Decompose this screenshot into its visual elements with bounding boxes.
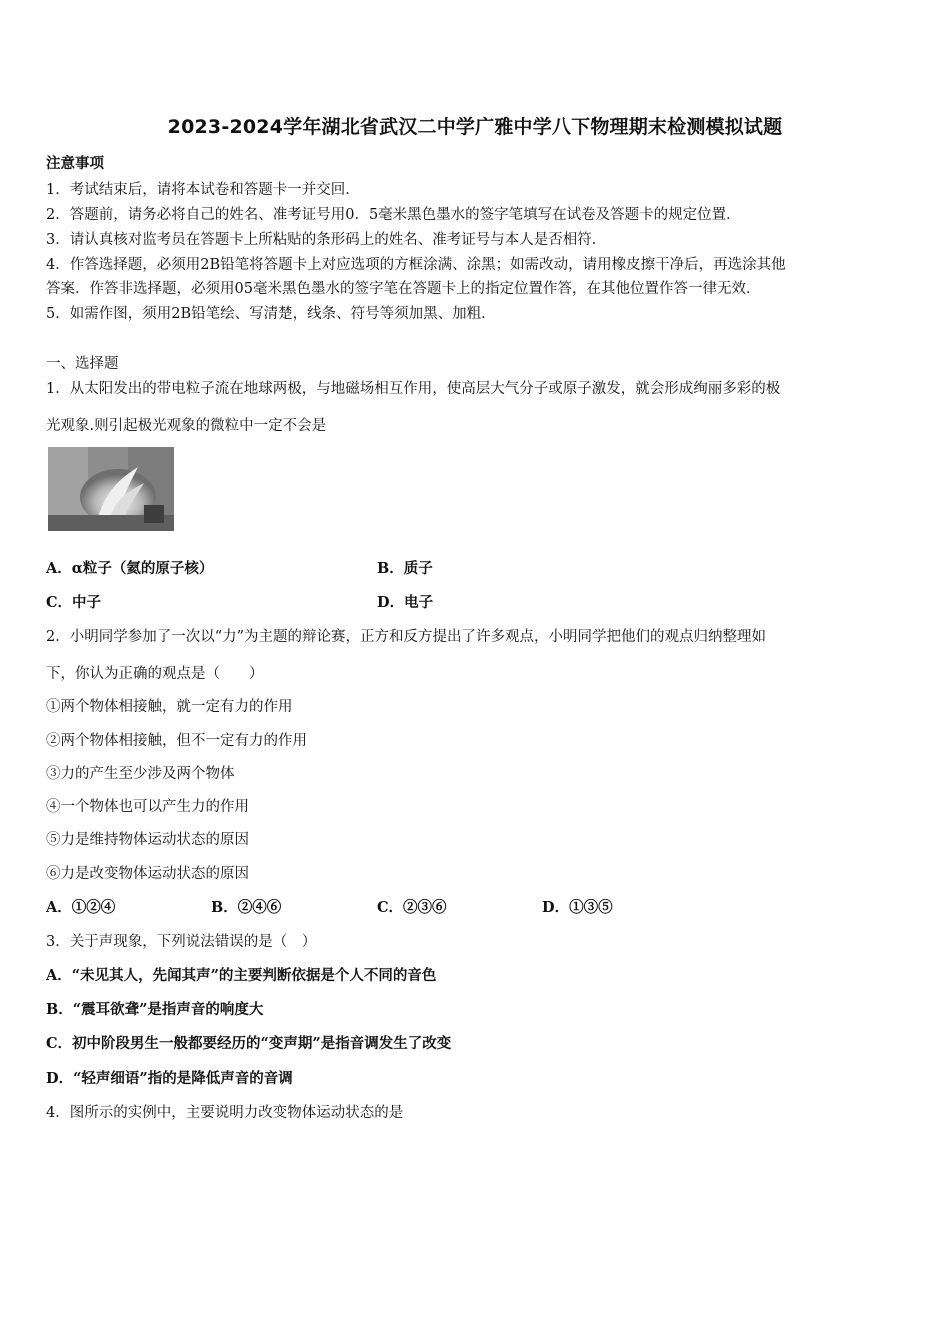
q3-option-a: A．“未见其人，先闻其声”的主要判断依据是个人不同的音色 (46, 967, 437, 984)
question-1-text-cont: 光观象.则引起极光观象的微粒中一定不会是 (46, 418, 327, 434)
aurora-photo (48, 447, 174, 531)
q1-option-d: D．电子 (377, 594, 434, 611)
q1-option-b: B．质子 (377, 560, 433, 577)
notice-item: 4．作答选择题，必须用2B铅笔将答题卡上对应选项的方框涂满、涂黑；如需改动，请用橡皮擦干净后，再选涂其他 (46, 257, 786, 273)
q2-statement: ⑥力是改变物体运动状态的原因 (46, 866, 249, 882)
question-2-text-cont: 下，你认为正确的观点是（ ） (46, 666, 264, 682)
q2-statement: ③力的产生至少涉及两个物体 (46, 766, 235, 782)
notice-item: 1．考试结束后，请将本试卷和答题卡一并交回． (46, 182, 360, 198)
notice-item: 3．请认真核对监考员在答题卡上所粘贴的条形码上的姓名、准考证号与本人是否相符． (46, 232, 607, 248)
q2-statement: ④一个物体也可以产生力的作用 (46, 799, 249, 815)
notice-heading: 注意事项 (46, 155, 104, 172)
q2-statement: ⑤力是维持物体运动状态的原因 (46, 832, 249, 848)
page-title: 2023-2024学年湖北省武汉二中学广雅中学八下物理期末检测模拟试题 (167, 116, 783, 138)
q3-option-c: C．初中阶段男生一般都要经历的“变声期”是指音调发生了改变 (46, 1035, 452, 1052)
notice-item: 答案．作答非选择题，必须用05毫米黑色墨水的签字笔在答题卡上的指定位置作答，在其他位置作答一律无效． (46, 281, 761, 297)
question-2-text: 2．小明同学参加了一次以“力”为主题的辩论赛，正方和反方提出了许多观点，小明同学把他们的观点归纳整理如 (46, 629, 767, 645)
q1-option-a: A．α粒子（氦的原子核） (46, 560, 214, 577)
q2-option-a: A．①②④ (46, 899, 116, 916)
q2-option-c: C．②③⑥ (377, 899, 447, 916)
q2-option-d: D．①③⑤ (542, 899, 613, 916)
q2-statement: ②两个物体相接触，但不一定有力的作用 (46, 733, 307, 749)
q2-statement: ①两个物体相接触，就一定有力的作用 (46, 699, 293, 715)
question-4-text: 4．图所示的实例中，主要说明力改变物体运动状态的是 (46, 1105, 404, 1121)
notice-item: 2．答题前，请务必将自己的姓名、准考证号用0．5毫米黑色墨水的签字笔填写在试卷及答题卡的规定位置． (46, 207, 741, 223)
q3-option-d: D．“轻声细语”指的是降低声音的音调 (46, 1070, 293, 1087)
q1-option-c: C．中子 (46, 594, 102, 611)
section-heading: 一、选择题 (46, 356, 119, 372)
question-3-text: 3．关于声现象，下列说法错误的是（ ） (46, 934, 317, 950)
q2-option-b: B．②④⑥ (211, 899, 282, 916)
question-1-text: 1．从太阳发出的带电粒子流在地球两极，与地磁场相互作用，使高层大气分子或原子激发，就会形成绚丽多彩的极 (46, 381, 781, 397)
notice-item: 5．如需作图，须用2B铅笔绘、写清楚，线条、符号等须加黑、加粗． (46, 306, 496, 322)
q3-option-b: B．“震耳欲聋”是指声音的响度大 (46, 1001, 264, 1018)
